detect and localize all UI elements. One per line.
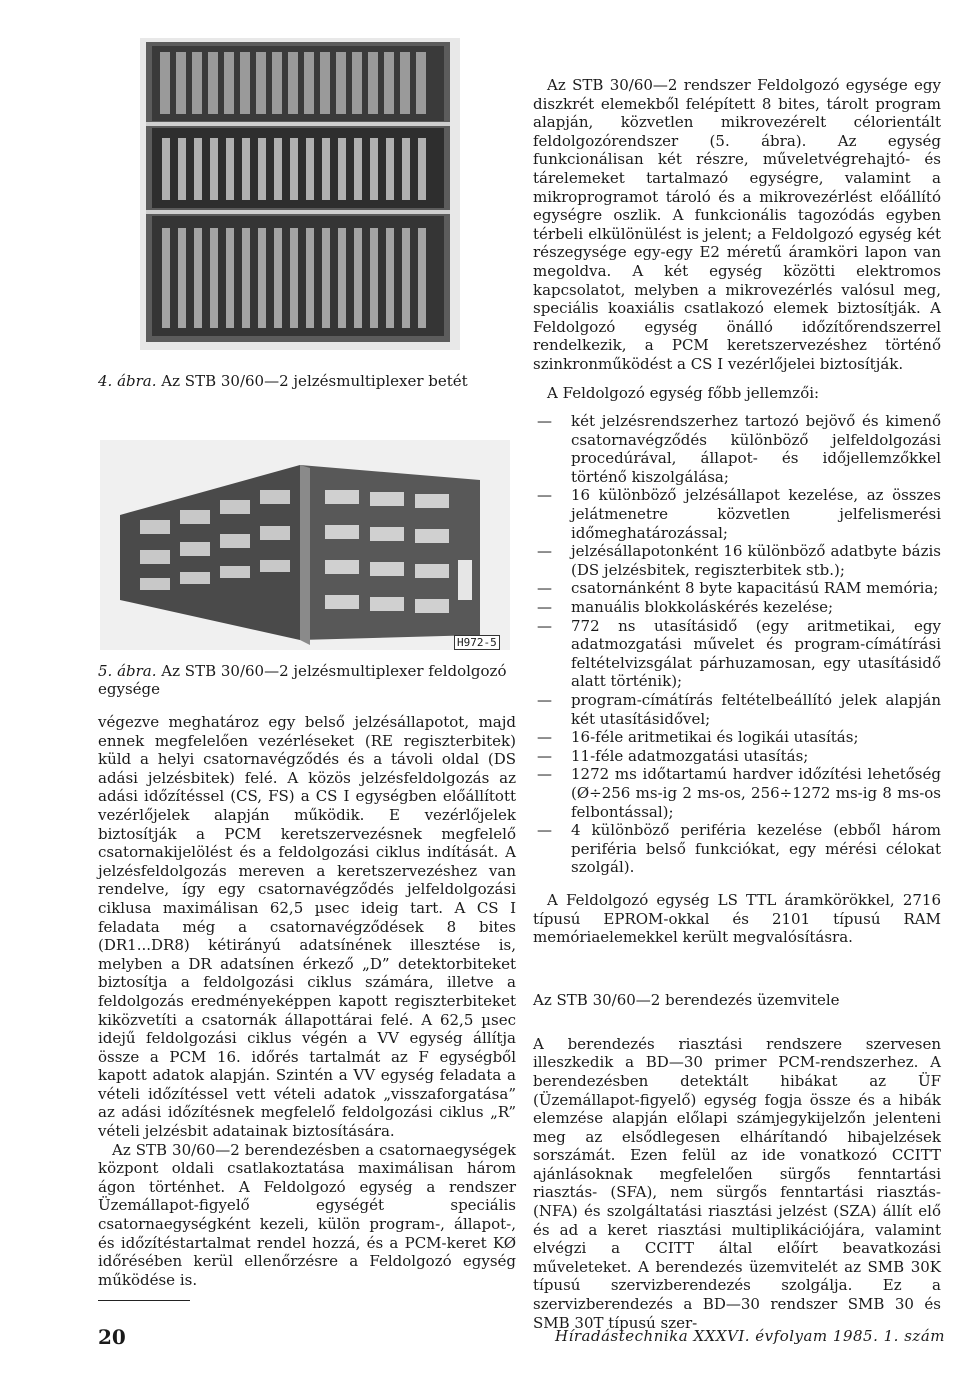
page-number: 20: [98, 1325, 126, 1349]
section-body: A berendezés riasztási rendszere szervesen illeszkedik a BD—30 primer PCM-rendszerhez. A berendezésben detektált hibákat az ÜF (Üzemállapot-figyelő) egység fogja össze és a hibák elemzése alapján előlapi számjegykijelzőn jelenteni meg az elsődlegesen elhárítandó hibajelzések sorszámát. Ezen felül az ide vonatkozó CCITT ajánlásoknak megfelelően sürgős fenntartási riasztás- (SFA), nem sürgős fenntartási riasztás- (NFA) és szolgáltatási riasztási jelzést (SZA) állít elő és ad a keret riasztási multiplikációjára, valamint elvégzi a CCITT által előírt beavatkozási műveleteket. A berendezés üzemvitelét az SMB 30K típusú szervizberendezés szolgálja. Ez a szervizberendezés a BD—30 rendszer SMB 30 és SMB 30T típusú szer-: [533, 1034, 941, 1332]
features-title: A Feldolgozó egység főbb jellemzői:: [547, 383, 820, 402]
section-heading: Az STB 30/60—2 berendezés üzemvitele: [533, 990, 840, 1009]
figure-4-text: Az STB 30/60—2 jelzésmultiplexer betét: [161, 372, 468, 390]
right-column: [533, 76, 941, 1332]
feature-item: — program-címátírás feltételbeállító jelek alapján két utasításidővel;: [537, 691, 941, 728]
feature-item: — két jelzésrendszerhez tartozó bejövő és kimenő csatornavégződés különböző jelfeldolgozási procedúrával, állapot- és időjellemzőkkel történő kiszolgálása;: [537, 412, 941, 486]
feature-item: — 16 különböző jelzésállapot kezelése, az összes jelátmenetre közvetlen jelfelismerési időmeghatározással;: [537, 486, 941, 542]
journal-footer: Híradástechnika XXXVI. évfolyam 1985. 1. szám: [555, 1327, 945, 1345]
figure-5-label: H972-5: [454, 635, 500, 650]
feature-item: — 16-féle aritmetikai és logikái utasítás;: [537, 728, 859, 747]
figure-5-text: Az STB 30/60—2 jelzésmultiplexer feldolgozó egysége: [98, 662, 507, 698]
left-column: [98, 713, 516, 1289]
figure-5-caption: [98, 662, 516, 698]
features-list: [533, 412, 941, 877]
board-illustration: [100, 440, 510, 650]
feature-item: — 11-féle adatmozgatási utasítás;: [537, 746, 809, 765]
figure-4-photo: [140, 38, 460, 350]
figure-5-number: 5. ábra.: [98, 662, 157, 680]
feature-item: — 772 ns utasításidő (egy aritmetikai, egy adatmozgatási művelet és program-címátírási feltételvizsgálat párhuzamosan, egy utasításidő alatt történik);: [537, 616, 941, 691]
feature-item: — 1272 ms időtartamú hardver időzítési lehetőség (Ø÷256 ms-ig 2 ms-os, 256÷1272 ms-ig 8 ms-os felbontással);: [537, 765, 941, 821]
rack-illustration: [140, 38, 460, 350]
feature-item: — jelzésállapotonként 16 különböző adatbyte bázis (DS jelzésbitek, regiszterbitek stb.);: [537, 542, 941, 579]
feature-item: — manuális blokkoláskérés kezelése;: [537, 598, 834, 617]
footer-rule: [98, 1300, 190, 1301]
figure-4-number: 4. ábra.: [98, 372, 157, 390]
right-intro-paragraph: Az STB 30/60—2 rendszer Feldolgozó egysége egy diszkrét elemekből felépített 8 bites, tárolt program alapján, közvetlen mikrovezérelt célorientált feldolgozórendszer (5. ábra). Az egység funkcionálisan két részre, műveletvégrehajtó- és tárelemeket tartalmazó egységre, valamint a mikroprogramot tároló és a mikrovezérlést előállító egységre oszlik. A funkcionális tagozódás egyben térbeli elkülönülést is jelent; a Feldolgozó egység két részegysége egy-egy E2 méretű áramköri lapon van megoldva. A két egység közötti elektromos kapcsolatot, melyben a mikrovezérlés valósul meg, speciális koaxiális csatlakozó elemek biztosítják. A Feldolgozó egység önálló időzítőrendszerrel rendelkezik, a PCM keretszervezéshez történő szinkronműködést a CS I vezérlőjelei biztosítják.: [533, 76, 941, 373]
figure-5-photo: [100, 440, 510, 650]
left-paragraph-2: Az STB 30/60—2 berendezésben a csatornaegységek központ oldali csatlakoztatása maximálisan három ágon történhet. A Feldolgozó egység a rendszer Üzemállapot-figyelő egységét speciális csatornaegységként kezeli, külön program-, állapot-, és időzítéstartalmat rendel hozzá, és a PCM-keret KØ időrésében kerül ellenőrzésre a Feldolgozó egység működése is.: [98, 1140, 516, 1289]
feature-item: — csatornánként 8 byte kapacitású RAM memória;: [537, 579, 939, 598]
feature-item: — 4 különböző periféria kezelése (ebből három periféria belső funkciókat, egy mérési célokat szolgál).: [537, 821, 941, 877]
figure-4-caption: [98, 372, 498, 390]
closing-paragraph: A Feldolgozó egység LS TTL áramkörökkel, 2716 típusú EPROM-okkal és 2101 típusú RAM memóriaelemekkel került megvalósításra.: [533, 890, 941, 947]
left-paragraph-1: végezve meghatároz egy belső jelzésállapotot, majd ennek megfelelően vezérléseket (RE regiszterbitek) küld a helyi csatornavégződés és a távoli oldal (DS adási jelzésbitek) felé. A közös jelzésfeldolgozás az adási időzítéssel (CS, FS) a CS I egységben előállított vezérlőjelek alapján működik. E vezérlőjelek biztosítják a PCM keretszervezésnek megfelelő csatornakijelölést és a feldolgozási ciklus indítását. A jelzésfeldolgozás mereven a keretszervezéshez van rendelve, így egy csatornavégződés jelfeldolgozási ciklusa maximálisan 62,5 µsec ideig tart. A CS I feladata még a csatornavégződések 8 bites (DR1...DR8) kétirányú adatsínének illesztése is, melyben a DR adatsínen érkező „D” detektorbiteket biztosítja a feldolgozási ciklus számára, illetve a feldolgozás eredményeképpen kapott regiszterbiteket kiközvetíti a csatornák állapottárai felé. A 62,5 µsec idejű feldolgozási ciklus végén a VV egység állítja össze a PCM 16. időrés tartalmát az F egységből kapott adatok alapján. Szintén a VV egység feladata a vételi időzítéssel vett vételi adatok „visszaforgatása” az adási időzítésnek megfelelő feldolgozási ciklus „R” vételi jelzésbit adatainak biztosítására.: [98, 713, 516, 1141]
